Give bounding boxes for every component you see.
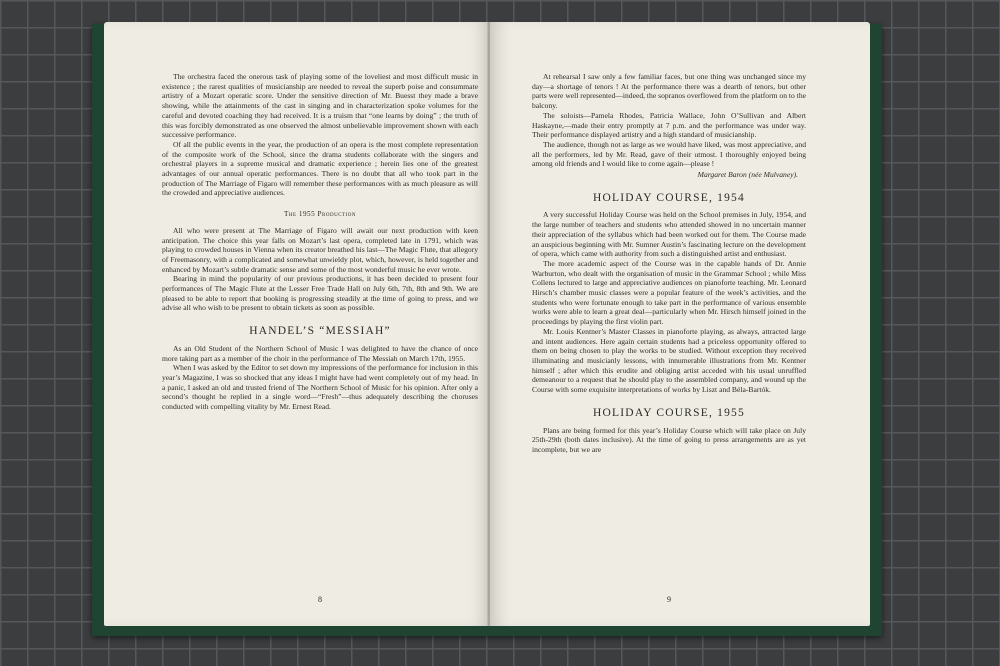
section-heading-holiday-1955: HOLIDAY COURSE, 1955 xyxy=(593,406,745,419)
paragraph: The soloists—Pamela Rhodes, Patricia Wallace, John O’Sullivan and Albert Haskayne,—made their entry promptly at 7 p.m. and the performance was under way. Their performance displayed artistry and a high standard of musicianship. xyxy=(532,110,806,140)
paragraph: Mr. Louis Kentner’s Master Classes in pianoforte playing, as always, attracted large and intent audiences. Here again certain students had a priceless opportunity offered to them on being chosen to play the works to be studied. Without exception they received illuminating and musicianly lessons, with innumerable illustrations from Mr. Kentner himself ; after which this erudite and obliging artist acceded with his usual unruffled demeanour to a request that he should play to the assembled company, and wound up the Course with some exquisite interpretations of works by Liszt and Béla-Bartók. xyxy=(532,326,806,395)
author-signature: Margaret Baron (née Mulvaney). xyxy=(697,170,798,180)
paragraph: A very successful Holiday Course was held on the School premises in July, 1954, and the large number of teachers and students who attended showed in no uncertain manner their appreciation of the syllabus which had been worked out for them. The Course made an auspicious beginning with Mr. Sumner Austin’s fascinating lecture on the development of opera, which came with authority from such a distinguished artist and enthusiast. xyxy=(532,210,806,259)
paragraph: At rehearsal I saw only a few familiar faces, but one thing was unchanged since my day—a shortage of tenors ! At the performance there was a dearth of tenors, but other parts were well represented—indeed, the sopranos overflowed from the platform on to the balcony. xyxy=(532,72,806,111)
paragraph: Plans are being formed for this year’s Holiday Course which will take place on July 25th-29th (both dates inclusive). At the time of going to press arrangements are as yet incomplete, but we are xyxy=(532,425,806,454)
paragraph: Of all the public events in the year, the production of an opera is the most complete representation of the composite work of the School, since the drama students collaborate with the singers and orchestral players in a supreme musical and dramatic experience ; herein lies one of the greatest advantages of our annual operatic performances. There is no doubt that all who took part in the production of The Marriage of Figaro will remember these performances with as much pleasure as will the crowded and appreciative audiences. xyxy=(162,139,478,198)
section-heading-messiah: HANDEL’S “MESSIAH” xyxy=(249,325,391,338)
paragraph: When I was asked by the Editor to set down my impressions of the performance for inclusion in this year’s Magazine, I was so shocked that any ideas I might have had went completely out of my head. In a panic, I asked an old and trusted friend of The Northern School of Music for his opinion. After only a second’s thought he replied in a single word—“Fresh”—thus adequately describing the choruses conducted with compelling vitality by Mr. Ernest Read. xyxy=(162,363,478,412)
paragraph: The audience, though not as large as we would have liked, was most appreciative, and all the performers, led by Mr. Read, gave of their utmost. I thoroughly enjoyed being among old friends and I would like to come again—please ! xyxy=(532,139,806,169)
left-column xyxy=(162,72,478,412)
page-left xyxy=(104,22,490,626)
paragraph: The more academic aspect of the Course was in the capable hands of Dr. Annie Warburton, who dealt with the organisation of music in the Grammar School ; while Miss Collens lectured to large and appreciative audiences on pianoforte teaching. Mr. Leonard Hirsch’s chamber music classes were a popular feature of the week’s activities, and the students who were fortunate enough to take part in the performance of various ensemble works were able to learn a great deal—particularly when Mr. Hirsch himself joined in the proceedings by playing the first violin part. xyxy=(532,258,806,327)
page-right xyxy=(490,22,870,626)
paragraph: The orchestra faced the onerous task of playing some of the loveliest and most difficult music in existence ; the rarest qualities of musicianship are needed to reveal the superb poise and consummate artistry of a Mozart operatic score. Under the sensitive direction of Mr. Buesst they made a brave showing, while the attainments of the cast in singing and in characterization spoke volumes for the careful and devoted coaching they had received. It is a truism that “one learns by doing” ; the truth of this was forcibly demonstrated as one observed the almost unbelievable improvement shown with each successive performance. xyxy=(162,72,478,140)
paragraph: As an Old Student of the Northern School of Music I was delighted to have the chance of once more taking part as a member of the choir in the performance of The Messiah on March 17th, 1955. xyxy=(162,343,478,363)
right-column xyxy=(532,72,806,455)
section-subheading: The 1955 Production xyxy=(284,210,356,219)
paragraph: Bearing in mind the popularity of our previous productions, it has been decided to present four performances of The Magic Flute at the Lesser Free Trade Hall on July 6th, 7th, 8th and 9th. We are pleased to be able to report that booking is progressing steadily at the time of going to press, and we advise all who wish to be present to obtain tickets as soon as possible. xyxy=(162,274,478,313)
page-number-left: 8 xyxy=(318,595,322,604)
section-heading-holiday-1954: HOLIDAY COURSE, 1954 xyxy=(593,191,745,204)
paragraph: All who were present at The Marriage of Figaro will await our next production with keen anticipation. The choice this year falls on Mozart’s last opera, completed late in 1791, which was playing to crowded houses in Vienna when its creator breathed his last—The Magic Flute, that allegory of Freemasonry, with a complicated and somewhat unwieldy plot, which, however, is held together and enhanced by Mozart’s subtle dramatic sense and some of the most wonderful music he ever wrote. xyxy=(162,225,478,274)
page-number-right: 9 xyxy=(667,595,671,604)
